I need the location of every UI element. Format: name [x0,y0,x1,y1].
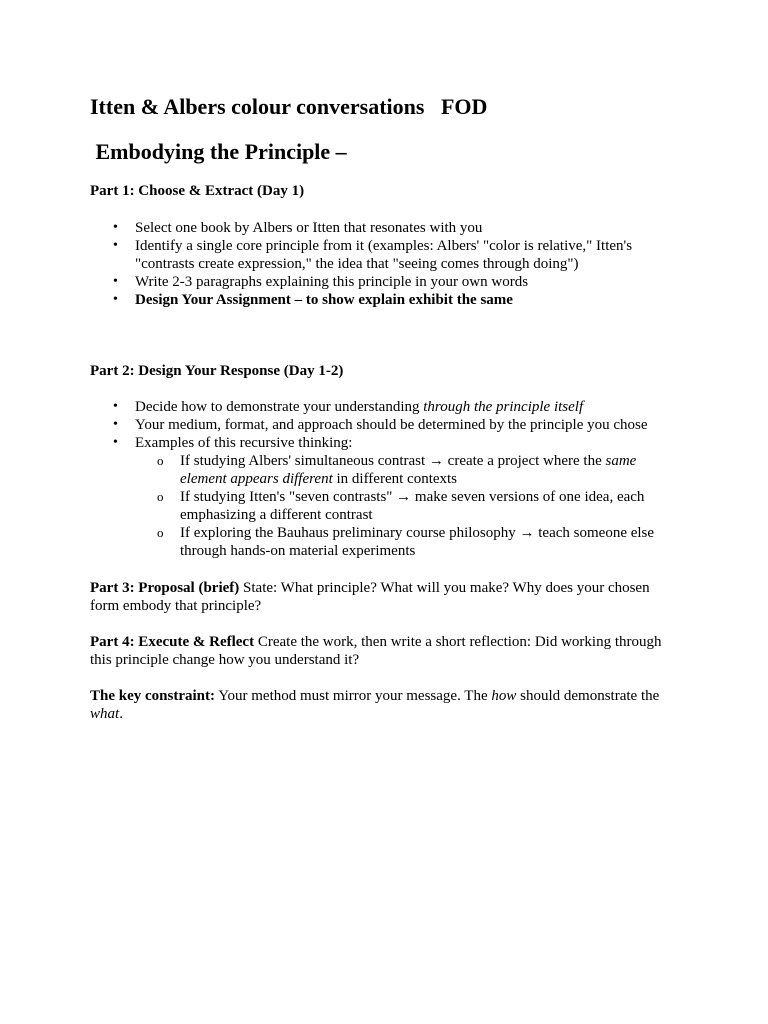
sub-bullet-icon: o [157,453,164,468]
part3-paragraph [90,579,675,615]
arrow-icon: → [396,489,412,505]
list-item [90,237,670,273]
bullet-icon: • [113,220,118,235]
part3-label: Part 3: Proposal (brief) [90,580,240,596]
key-constraint-text: Your method must mirror your message. The [215,688,492,704]
part2-list [90,398,670,560]
sub-list-item [135,452,670,488]
list-item [90,398,670,416]
list-item [90,291,670,309]
key-constraint-italic-what: what [90,706,120,722]
sub-item-italic: same element appears different [180,453,637,487]
sub-item-text: create a project where the [443,453,606,469]
part4-paragraph [90,633,675,669]
part1-list [90,219,670,309]
list-item-text-bold: Design Your Assignment – to show explain exhibit the same [135,292,513,308]
sub-list-item [135,524,670,560]
arrow-icon: → [519,525,535,541]
part4-label: Part 4: Execute & Reflect [90,634,255,650]
part1-heading: Part 1: Choose & Extract (Day 1) [90,183,305,199]
sub-item-text: If exploring the Bauhaus preliminary course philosophy [180,525,520,541]
list-item [90,434,670,560]
part3-text: State: What principle? What will you make? Why does your chosen form embody that principle? [90,580,650,614]
list-item-italic: through the principle itself [423,399,584,415]
list-item-text: Write 2-3 paragraphs explaining this principle in your own words [135,274,529,290]
key-constraint-italic-how: how [491,688,517,704]
list-item-text: Examples of this recursive thinking: [135,435,353,451]
list-item-text: Identify a single core principle from it (examples: Albers' "color is relative," Itten's "contrasts create expression," the idea that "seeing comes through doing") [135,238,633,272]
bullet-icon: • [113,292,118,307]
sub-item-text: If studying Itten's "seven contrasts" [180,489,397,505]
document-title: Itten & Albers colour conversations FOD [90,94,488,119]
sub-bullet-icon: o [157,525,164,540]
bullet-icon: • [113,274,118,289]
sub-item-text: in different contexts [332,471,458,487]
sub-item-text: If studying Albers' simultaneous contrast [180,453,429,469]
list-item-text: Your medium, format, and approach should be determined by the principle you chose [135,417,648,433]
arrow-icon: → [428,453,444,469]
sub-item-text: teach someone else through hands-on material experiments [180,525,655,559]
bullet-icon: • [113,399,118,414]
sub-list [135,452,670,560]
list-item-text: Select one book by Albers or Itten that resonates with you [135,220,483,236]
part4-text: Create the work, then write a short reflection: Did working through this principle change how you understand it? [90,634,662,668]
sub-bullet-icon: o [157,489,164,504]
part2-heading: Part 2: Design Your Response (Day 1-2) [90,363,344,379]
list-item-text: Decide how to demonstrate your understanding [135,399,424,415]
sub-item-text: make seven versions of one idea, each emphasizing a different contrast [180,489,645,523]
key-constraint-label: The key constraint: [90,688,215,704]
list-item [90,416,670,434]
bullet-icon: • [113,238,118,253]
document-subtitle: Embodying the Principle – [90,139,347,164]
key-constraint-text: should demonstrate the [516,688,660,704]
key-constraint-paragraph [90,687,675,723]
key-constraint-text: . [119,706,123,722]
sub-list-item [135,488,670,524]
bullet-icon: • [113,417,118,432]
bullet-icon: • [113,435,118,450]
list-item [90,273,670,291]
list-item [90,219,670,237]
